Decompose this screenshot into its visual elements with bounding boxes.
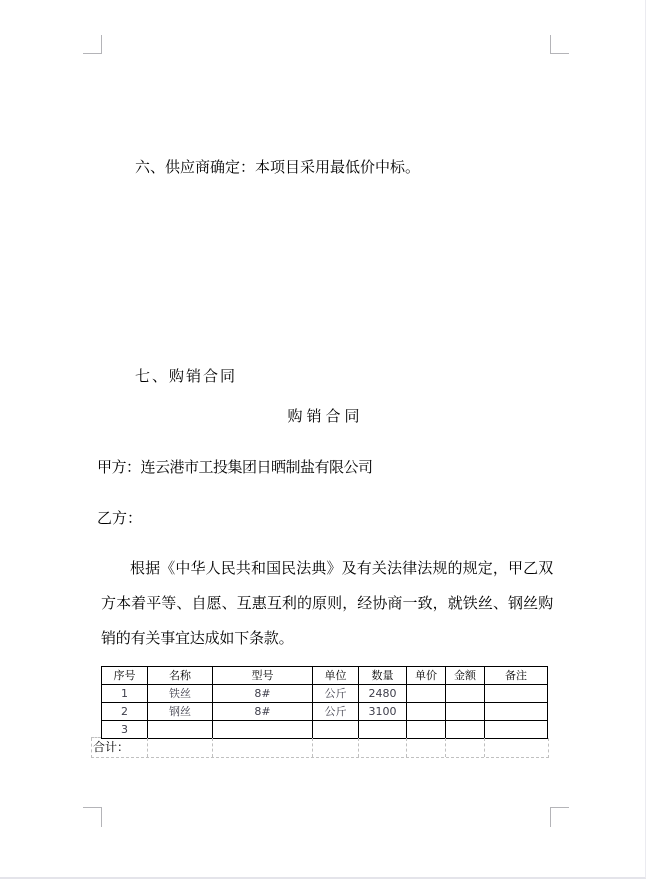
total-empty-cell bbox=[485, 738, 548, 757]
cell-unit: 公斤 bbox=[313, 685, 359, 703]
table-header-row bbox=[102, 667, 548, 685]
header-cell-remark: 备注 bbox=[485, 667, 548, 685]
cell-unit: 公斤 bbox=[313, 703, 359, 721]
cell-quantity: 2480 bbox=[359, 685, 407, 703]
cell-quantity bbox=[359, 721, 407, 739]
header-cell-unit-price: 单价 bbox=[407, 667, 446, 685]
contract-items-table bbox=[101, 666, 548, 739]
party-b-line: 乙方： bbox=[97, 509, 143, 527]
contract-title: 购销合同 bbox=[287, 407, 364, 425]
table-row bbox=[102, 721, 548, 739]
header-cell-quantity: 数量 bbox=[359, 667, 407, 685]
cell-amount bbox=[446, 703, 485, 721]
cell-model: 8# bbox=[213, 685, 313, 703]
total-label-cell: 合计： bbox=[92, 738, 148, 757]
cell-unit-price bbox=[407, 721, 446, 739]
total-empty-cell bbox=[213, 738, 313, 757]
margin-mark-bottom-right-horizontal bbox=[550, 807, 569, 808]
cell-quantity: 3100 bbox=[359, 703, 407, 721]
margin-mark-top-right-horizontal bbox=[550, 53, 569, 54]
total-empty-cell bbox=[313, 738, 359, 757]
total-empty-cell bbox=[359, 738, 407, 757]
header-cell-model: 型号 bbox=[213, 667, 313, 685]
cell-index: 2 bbox=[102, 703, 148, 721]
cell-index: 1 bbox=[102, 685, 148, 703]
total-empty-cell bbox=[446, 738, 485, 757]
cell-remark bbox=[485, 685, 548, 703]
margin-mark-top-left-horizontal bbox=[83, 53, 102, 54]
cell-model bbox=[213, 721, 313, 739]
cell-unit-price bbox=[407, 685, 446, 703]
header-cell-unit: 单位 bbox=[313, 667, 359, 685]
header-cell-amount: 金额 bbox=[446, 667, 485, 685]
total-empty-cell bbox=[148, 738, 213, 757]
header-cell-index: 序号 bbox=[102, 667, 148, 685]
party-a-line: 甲方：连云港市工投集团日晒制盐有限公司 bbox=[97, 458, 373, 476]
cell-remark bbox=[485, 703, 548, 721]
margin-mark-bottom-left-horizontal bbox=[83, 807, 102, 808]
header-cell-name: 名称 bbox=[148, 667, 213, 685]
cell-amount bbox=[446, 685, 485, 703]
cell-model: 8# bbox=[213, 703, 313, 721]
cell-remark bbox=[485, 721, 548, 739]
cell-name: 钢丝 bbox=[148, 703, 213, 721]
margin-mark-bottom-left-vertical bbox=[101, 807, 102, 827]
cell-unit bbox=[313, 721, 359, 739]
cell-name: 铁丝 bbox=[148, 685, 213, 703]
table-row bbox=[102, 685, 548, 703]
section-6-heading: 六、供应商确定：本项目采用最低价中标。 bbox=[135, 158, 421, 176]
cell-name bbox=[148, 721, 213, 739]
cell-amount bbox=[446, 721, 485, 739]
margin-mark-bottom-right-vertical bbox=[550, 807, 551, 827]
total-row bbox=[91, 738, 549, 758]
total-empty-cell bbox=[407, 738, 446, 757]
margin-mark-top-right-vertical bbox=[550, 35, 551, 54]
cell-index: 3 bbox=[102, 721, 148, 739]
cell-unit-price bbox=[407, 703, 446, 721]
section-7-heading: 七、购销合同 bbox=[135, 367, 238, 385]
intro-paragraph: 根据《中华人民共和国民法典》及有关法律法规的规定，甲乙双方本着平等、自愿、互惠互利的原则，经协商一致，就铁丝、钢丝购销的有关事宜达成如下条款。 bbox=[101, 559, 553, 647]
table-row bbox=[102, 703, 548, 721]
margin-mark-top-left-vertical bbox=[101, 35, 102, 54]
